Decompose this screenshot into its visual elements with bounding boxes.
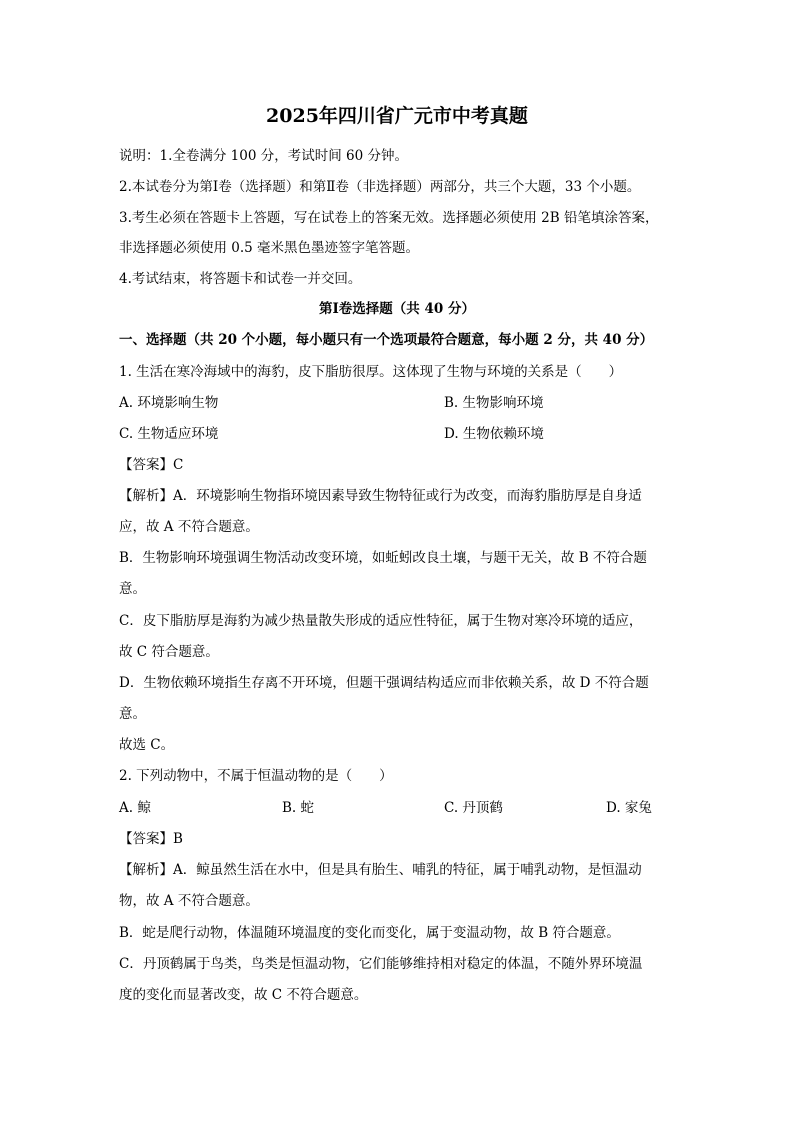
- analysis-line: B．蛇是爬行动物，体温随环境温度的变化而变化，属于变温动物，故 B 符合题意。: [119, 925, 620, 941]
- answer-line: 【答案】C: [119, 457, 184, 473]
- question-stem: 1. 生活在寒冷海域中的海豹，皮下脂肪很厚。这体现了生物与环境的关系是（ ）: [119, 364, 623, 380]
- option-c: C. 生物适应环境: [119, 426, 219, 442]
- instruction-line: 3.考生必须在答题卡上答题，写在试卷上的答案无效。选择题必须使用 2B 铅笔填涂答案，: [119, 210, 659, 226]
- section-title: 第Ⅰ卷选择题（共 40 分）: [318, 301, 475, 317]
- analysis-line: 应，故 A 不符合题意。: [119, 519, 259, 535]
- analysis-line: 度的变化而显著改变，故 C 不符合题意。: [119, 987, 368, 1003]
- analysis-line: C．皮下脂肪厚是海豹为减少热量散失形成的适应性特征，属于生物对寒冷环境的适应，: [119, 613, 643, 629]
- instruction-line: 4.考试结束，将答题卡和试卷一并交回。: [119, 271, 362, 287]
- analysis-line: 【解析】A．鲸虽然生活在水中，但是具有胎生、哺乳的特征，属于哺乳动物，是恒温动: [119, 862, 642, 878]
- instruction-line: 非选择题必须使用 0.5 毫米黑色墨迹签字笔答题。: [119, 240, 420, 256]
- answer-line: 【答案】B: [119, 831, 183, 847]
- analysis-line: 故 C 符合题意。: [119, 644, 219, 660]
- analysis-line: D．生物依赖环境指生存离不开环境，但题干强调结构适应而非依赖关系，故 D 不符合题: [119, 675, 649, 691]
- page-title: 2025年四川省广元市中考真题: [266, 105, 528, 127]
- option-b: B. 生物影响环境: [444, 395, 544, 411]
- option-d: D. 家兔: [606, 800, 652, 816]
- option-d: D. 生物依赖环境: [444, 426, 544, 442]
- option-a: A. 鲸: [119, 800, 151, 816]
- analysis-line: C．丹顶鹤属于鸟类，鸟类是恒温动物，它们能够维持相对稳定的体温，不随外界环境温: [119, 956, 643, 972]
- part-heading: 一、选择题（共 20 个小题，每小题只有一个选项最符合题意，每小题 2 分，共 40 分）: [119, 332, 654, 348]
- analysis-line: 意。: [119, 706, 146, 722]
- analysis-line: 【解析】A．环境影响生物指环境因素导致生物特征或行为改变，而海豹脂肪厚是自身适: [119, 488, 642, 504]
- instruction-line: 说明：1.全卷满分 100 分，考试时间 60 分钟。: [119, 148, 408, 164]
- option-b: B. 蛇: [282, 800, 315, 816]
- question-stem: 2. 下列动物中，不属于恒温动物的是（ ）: [119, 768, 393, 784]
- option-c: C. 丹顶鹤: [444, 800, 503, 816]
- analysis-line: B．生物影响环境强调生物活动改变环境，如蚯蚓改良土壤，与题干无关，故 B 不符合题: [119, 550, 647, 566]
- option-a: A. 环境影响生物: [119, 395, 219, 411]
- analysis-line: 故选 C。: [119, 737, 175, 753]
- analysis-line: 物，故 A 不符合题意。: [119, 893, 259, 909]
- analysis-line: 意。: [119, 581, 146, 597]
- instruction-line: 2.本试卷分为第Ⅰ卷（选择题）和第Ⅱ卷（非选择题）两部分，共三个大题，33 个小题。: [119, 179, 641, 195]
